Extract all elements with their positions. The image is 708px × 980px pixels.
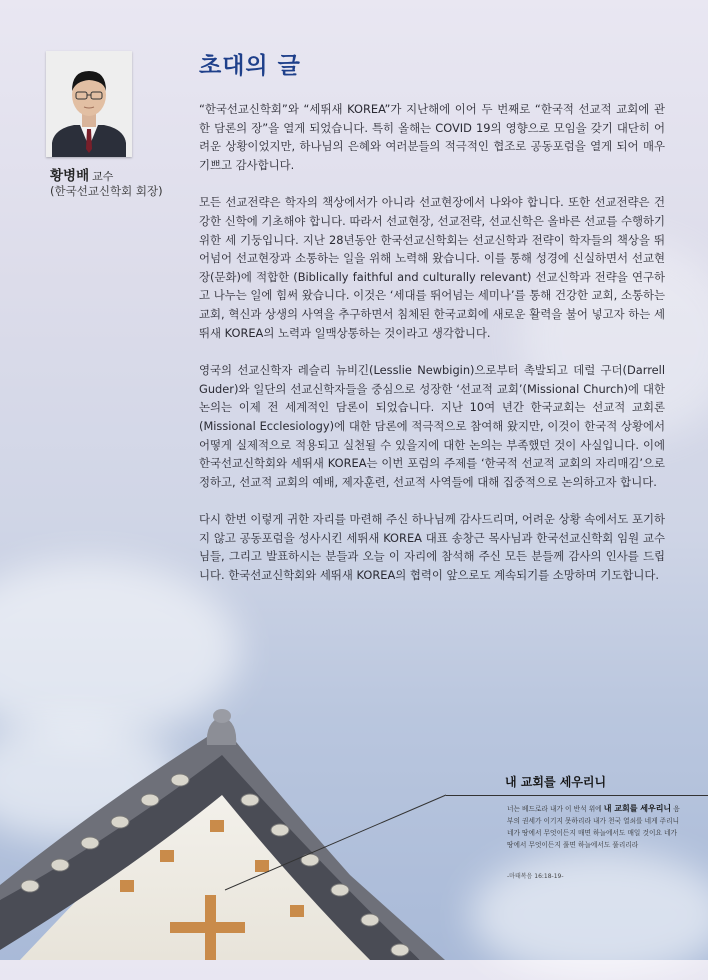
callout-verse — [507, 803, 685, 851]
callout-verse-pre: 너는 베드로라 내가 이 반석 위에 — [507, 805, 604, 813]
letter-paragraph: 영국의 선교신학자 레슬리 뉴비긴(Lesslie Newbigin)으로부터 촉발되고 데럴 구더(Darrell Guder)와 일단의 선교신학자들을 중심으로 성장한 ‘선교적 교회’(Missional Church)에 대한 논의는 이제 전 세계적인 담론이 되었습니다. 지난 10여 년간 한국교회는 선교적 교회론(Missional Ecclesiology)에 대한 담론에 적극적으로 참여해 왔지만, 이것이 한국적 상황에서 어떻게 실제적으로 적용되고 실천될 수 있을지에 대한 논의는 부족했던 것이 사실입니다. 이에 한국선교신학회와 세뛰새 KOREA는 이번 포럼의 주제를 ‘한국적 선교적 교회의 자리매김’으로 정하고, 선교적 교회의 예배, 제자훈련, 선교적 사역들에 대해 집중적으로 논의하고자 합니다. — [199, 363, 665, 489]
callout-verse-bold: 내 교회를 세우리니 — [603, 804, 672, 813]
letter-paragraph: 다시 한번 이렇게 귀한 자리를 마련해 주신 하나님께 감사드리며, 어려운 상황 속에서도 포기하지 않고 공동포럼을 성사시킨 세뛰새 KOREA 대표 송창근 목사님과 한국선교신학회 임원 교수님들, 그리고 발표하시는 분들과 오늘 이 자리에 참석해 주신 모든 분들께 감사의 인사를 드립니다. 한국선교신학회와 세뛰새 KOREA의 협력이 앞으로도 계속되기를 소망하며 기도합니다. — [199, 512, 665, 583]
profile-affiliation: (한국선교신학회 회장) — [50, 184, 163, 198]
letter-body — [199, 100, 665, 604]
profile-name: 황병배 — [50, 168, 90, 184]
callout-divider — [446, 795, 708, 796]
letter-paragraph: 모든 선교전략은 학자의 책상에서가 아니라 선교현장에서 나와야 합니다. 또한 선교전략은 건강한 신학에 기초해야 합니다. 따라서 선교현장, 선교전략, 선교신학은 올바른 선교를 수행하기 위한 세 기둥입니다. 지난 28년동안 한국선교신학회는 선교신학과 전략이 학자들의 책상을 뛰어넘어 선교현장과 소통하는 일을 위해 노력해 왔습니다. 이를 통해 성경에 신실하면서 선교현장(문화)에 적합한 (Biblically faithful and culturally relevant) 선교신학과 전략을 연구하고 나누는 일에 힘써 왔습니다. 이것은 ‘세대를 뛰어넘는 세미나’를 통해 건강한 교회, 소통하는 교회, 혁신과 상생의 사역을 추구하면서 침체된 한국교회에 새로운 활력을 불어 넣고자 하는 세뛰새 KOREA의 노력과 일맥상통하는 것이라고 생각합니다. — [199, 195, 665, 340]
callout-title: 내 교회를 세우리니 — [505, 775, 607, 789]
profile-name-line — [50, 164, 113, 184]
letter-paragraph: “한국선교신학회”와 “세뛰새 KOREA”가 지난해에 이어 두 번째로 “한국적 선교적 교회에 관한 담론의 장”을 열게 되었습니다. 특히 올해는 COVID 19의 영향으로 모임을 갖기 대단히 어려운 상황이었지만, 하나님의 은혜와 여러분들의 적극적인 협조로 공동포럼을 열게 되어 매우 기쁘고 감사합니다. — [199, 102, 665, 172]
page-title: 초대의 글 — [199, 53, 301, 79]
profile-photo — [46, 51, 132, 157]
callout-reference: -마태복음 16:18-19- — [507, 873, 564, 880]
profile-title: 교수 — [92, 170, 114, 183]
callout-verse-post: 음부의 권세가 이기지 못하리라 내가 천국 열쇠를 네게 주리니 네가 땅에서 무엇이든지 매면 하늘에서도 매일 것이요 네가 땅에서 무엇이든지 풀면 하늘에서도 풀리리라 — [507, 805, 680, 849]
